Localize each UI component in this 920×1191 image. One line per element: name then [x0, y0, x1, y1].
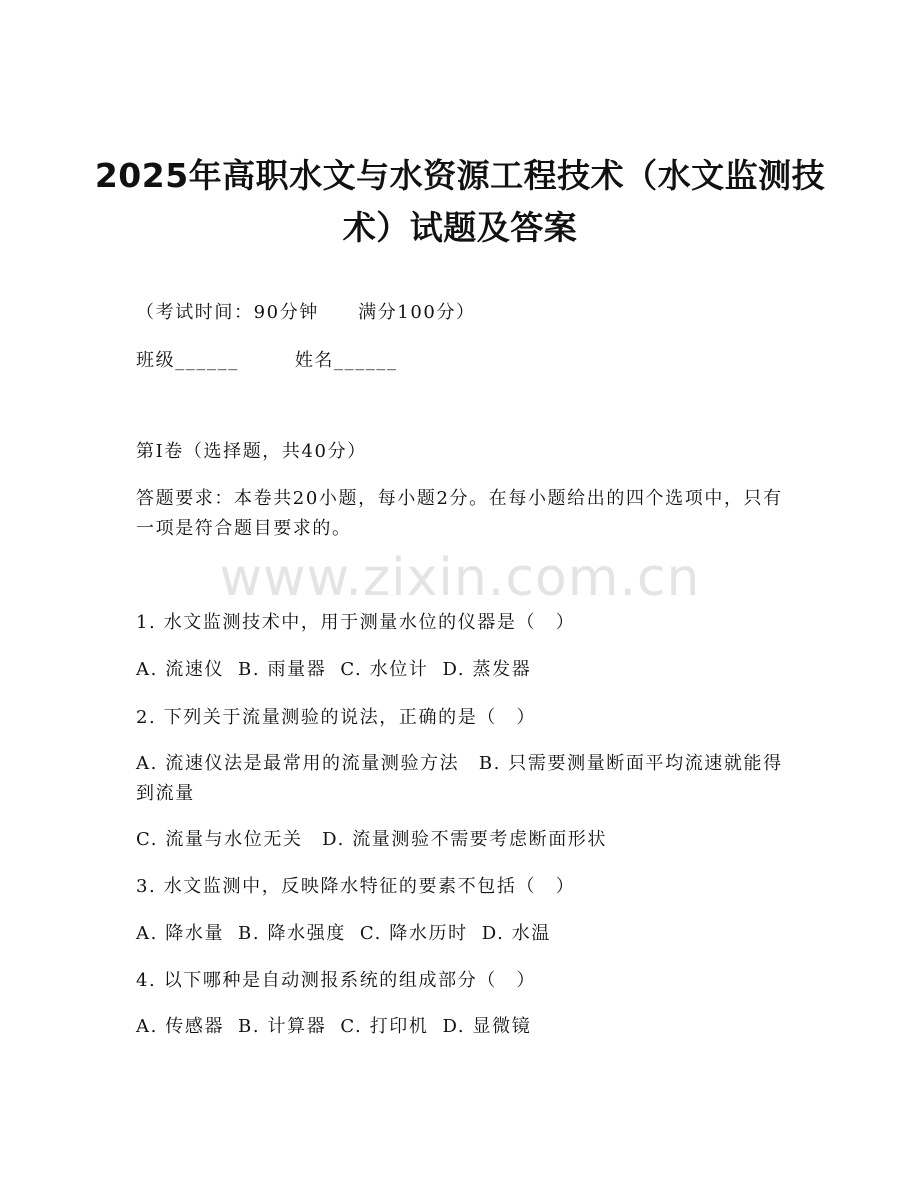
question-2-options-cd: C. 流量与水位无关 D. 流量测验不需要考虑断面形状 [136, 829, 608, 850]
option-b: B. 计算器 [238, 1016, 327, 1037]
document-title: 2025年高职水文与水资源工程技术（水文监测技术）试题及答案 [94, 156, 826, 247]
option-a: A. 传感器 [136, 1016, 225, 1037]
question-2-stem: 2. 下列关于流量测验的说法，正确的是（ ） [136, 707, 537, 728]
question-1-options [136, 655, 786, 685]
section-header: 第Ⅰ卷（选择题，共40分） [136, 441, 367, 462]
question-3-options [136, 919, 786, 949]
option-a: A. 流速仪 [136, 659, 225, 680]
option-c: C. 打印机 [340, 1016, 429, 1037]
option-d: D. 蒸发器 [442, 659, 532, 680]
option-d: D. 显微镜 [442, 1016, 532, 1037]
exam-info: （考试时间：90分钟 满分100分） [136, 302, 476, 323]
question-1-stem: 1. 水文监测技术中，用于测量水位的仪器是（ ） [136, 612, 576, 633]
watermark: www.zixin.com.cn [219, 548, 701, 608]
option-c: C. 降水历时 [359, 923, 468, 944]
question-4-stem: 4. 以下哪种是自动测报系统的组成部分（ ） [136, 970, 537, 991]
question-3-stem: 3. 水文监测中，反映降水特征的要素不包括（ ） [136, 876, 576, 897]
option-b: B. 雨量器 [238, 659, 327, 680]
option-a: A. 降水量 [136, 923, 225, 944]
answer-requirements: 答题要求：本卷共20小题，每小题2分。在每小题给出的四个选项中，只有一项是符合题目要求的。 [136, 488, 783, 539]
class-field: 班级______ [136, 350, 239, 371]
question-2-options-ab: A. 流速仪法是最常用的流量测验方法 B. 只需要测量断面平均流速就能得到流量 [136, 753, 783, 804]
option-c: C. 水位计 [340, 659, 429, 680]
name-field: 姓名______ [294, 350, 398, 371]
option-b: B. 降水强度 [238, 923, 346, 944]
question-4-options [136, 1012, 786, 1042]
option-d: D. 水温 [481, 923, 551, 944]
class-name-line [136, 346, 786, 376]
